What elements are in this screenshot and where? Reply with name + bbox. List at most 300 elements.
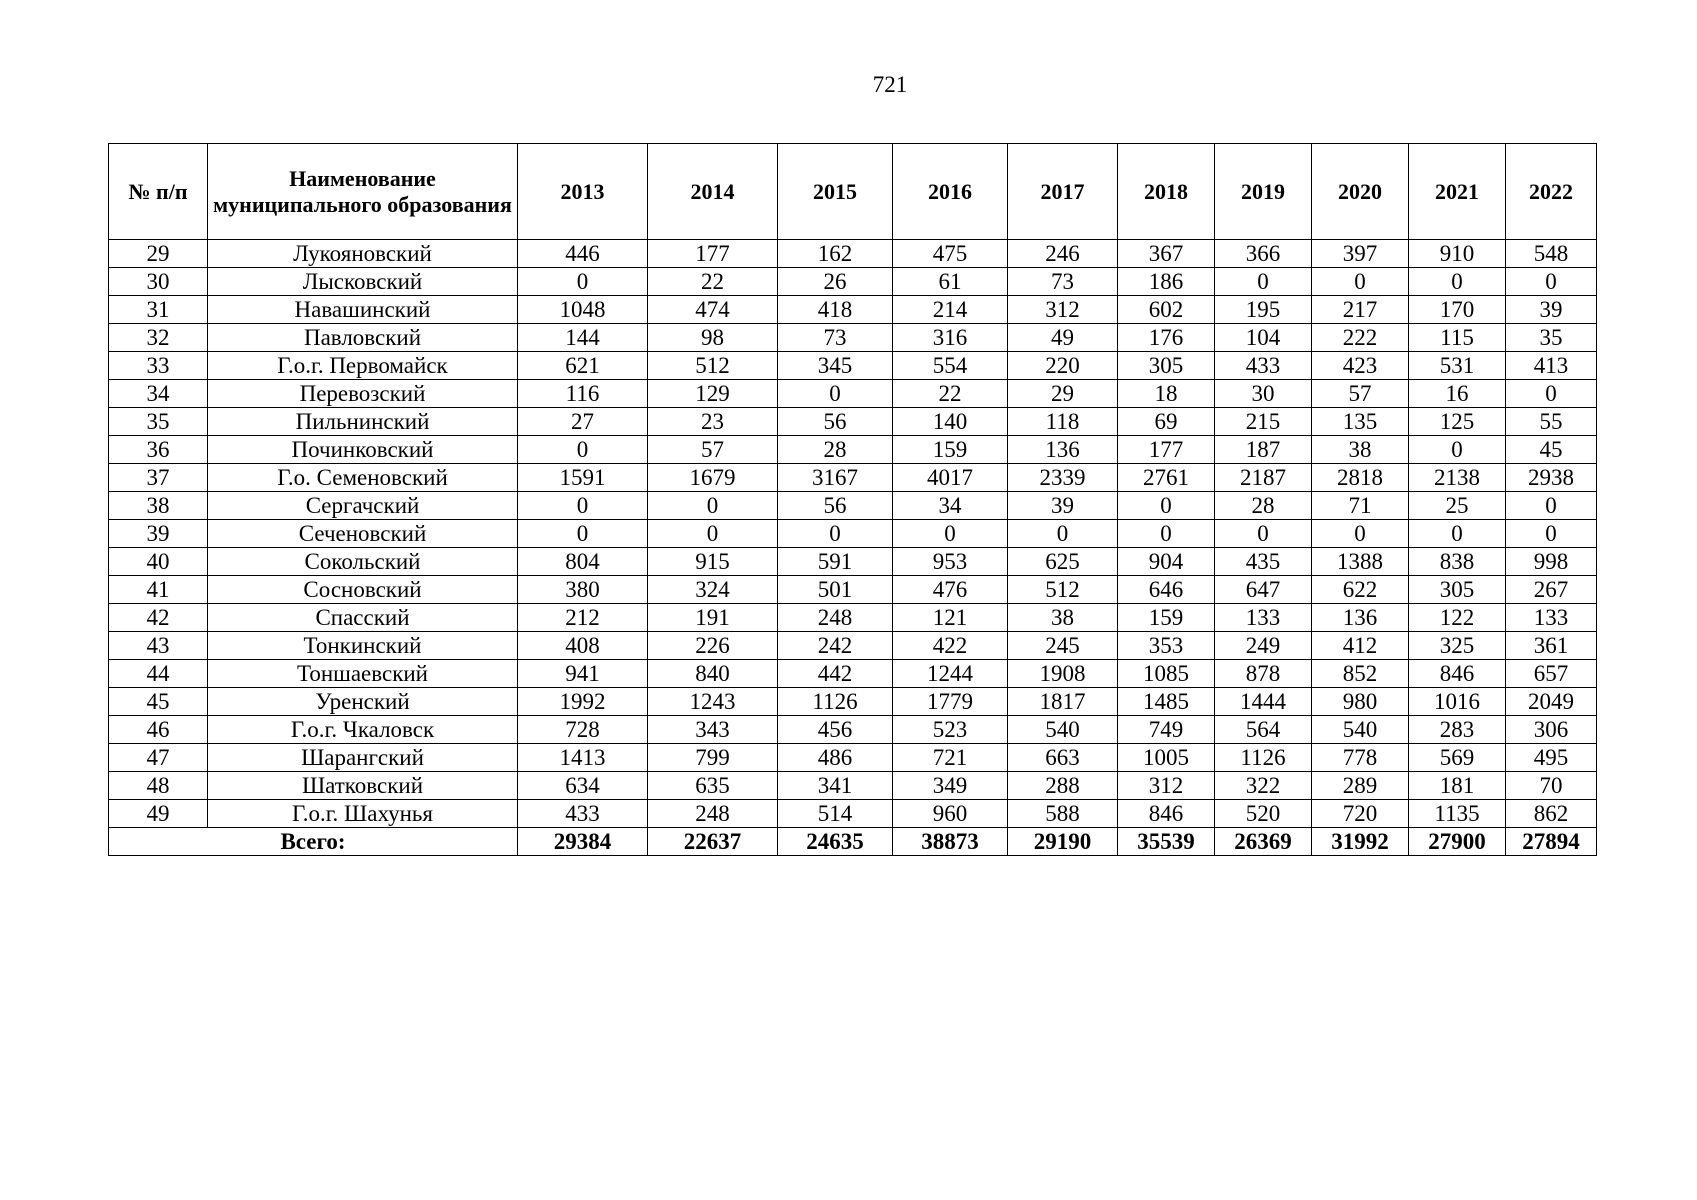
value-cell: 1817 [1008, 688, 1118, 716]
row-number: 34 [109, 380, 208, 408]
value-cell: 1126 [1215, 744, 1312, 772]
value-cell: 71 [1312, 492, 1409, 520]
value-cell: 476 [893, 576, 1008, 604]
value-cell: 283 [1409, 716, 1506, 744]
value-cell: 267 [1506, 576, 1597, 604]
value-cell: 435 [1215, 548, 1312, 576]
value-cell: 242 [778, 632, 893, 660]
municipality-name: Шатковский [208, 772, 518, 800]
value-cell: 423 [1312, 352, 1409, 380]
table-row [109, 660, 1597, 688]
table-row [109, 268, 1597, 296]
municipality-name: Г.о. Семеновский [208, 464, 518, 492]
value-cell: 1243 [648, 688, 778, 716]
value-cell: 16 [1409, 380, 1506, 408]
value-cell: 312 [1118, 772, 1215, 800]
value-cell: 540 [1008, 716, 1118, 744]
value-cell: 0 [1008, 520, 1118, 548]
row-number: 38 [109, 492, 208, 520]
value-cell: 512 [1008, 576, 1118, 604]
column-header-year: 2021 [1409, 144, 1506, 240]
value-cell: 306 [1506, 716, 1597, 744]
value-cell: 625 [1008, 548, 1118, 576]
total-cell: 29190 [1008, 828, 1118, 856]
value-cell: 195 [1215, 296, 1312, 324]
column-header-name: Наименование муниципального образования [208, 144, 518, 240]
total-row [109, 828, 1597, 856]
value-cell: 159 [893, 436, 1008, 464]
value-cell: 170 [1409, 296, 1506, 324]
data-table [108, 143, 1597, 856]
table-footer [109, 828, 1597, 856]
value-cell: 136 [1312, 604, 1409, 632]
row-number: 36 [109, 436, 208, 464]
municipality-name: Сосновский [208, 576, 518, 604]
value-cell: 361 [1506, 632, 1597, 660]
value-cell: 0 [1215, 520, 1312, 548]
value-cell: 1244 [893, 660, 1008, 688]
municipality-name: Спасский [208, 604, 518, 632]
value-cell: 177 [1118, 436, 1215, 464]
total-cell: 35539 [1118, 828, 1215, 856]
value-cell: 73 [778, 324, 893, 352]
value-cell: 846 [1118, 800, 1215, 828]
value-cell: 1048 [518, 296, 648, 324]
value-cell: 2049 [1506, 688, 1597, 716]
value-cell: 35 [1506, 324, 1597, 352]
value-cell: 413 [1506, 352, 1597, 380]
municipality-name: Тоншаевский [208, 660, 518, 688]
value-cell: 116 [518, 380, 648, 408]
table-row [109, 576, 1597, 604]
value-cell: 840 [648, 660, 778, 688]
value-cell: 0 [1409, 436, 1506, 464]
table-header [109, 144, 1597, 240]
table-row [109, 324, 1597, 352]
column-header-num: № п/п [109, 144, 208, 240]
value-cell: 0 [648, 492, 778, 520]
value-cell: 1135 [1409, 800, 1506, 828]
value-cell: 474 [648, 296, 778, 324]
value-cell: 657 [1506, 660, 1597, 688]
value-cell: 57 [648, 436, 778, 464]
value-cell: 1016 [1409, 688, 1506, 716]
value-cell: 433 [1215, 352, 1312, 380]
value-cell: 140 [893, 408, 1008, 436]
value-cell: 564 [1215, 716, 1312, 744]
row-number: 46 [109, 716, 208, 744]
table-row [109, 800, 1597, 828]
value-cell: 69 [1118, 408, 1215, 436]
total-cell: 22637 [648, 828, 778, 856]
value-cell: 621 [518, 352, 648, 380]
value-cell: 212 [518, 604, 648, 632]
value-cell: 312 [1008, 296, 1118, 324]
value-cell: 0 [518, 436, 648, 464]
value-cell: 3167 [778, 464, 893, 492]
table-row [109, 380, 1597, 408]
value-cell: 133 [1215, 604, 1312, 632]
table-row [109, 464, 1597, 492]
value-cell: 214 [893, 296, 1008, 324]
value-cell: 23 [648, 408, 778, 436]
value-cell: 121 [893, 604, 1008, 632]
value-cell: 728 [518, 716, 648, 744]
value-cell: 486 [778, 744, 893, 772]
table-body [109, 240, 1597, 828]
municipality-name: Навашинский [208, 296, 518, 324]
value-cell: 0 [1312, 520, 1409, 548]
value-cell: 4017 [893, 464, 1008, 492]
value-cell: 1126 [778, 688, 893, 716]
table-row [109, 604, 1597, 632]
value-cell: 540 [1312, 716, 1409, 744]
value-cell: 878 [1215, 660, 1312, 688]
value-cell: 2339 [1008, 464, 1118, 492]
municipality-name: Тонкинский [208, 632, 518, 660]
column-header-year: 2015 [778, 144, 893, 240]
value-cell: 246 [1008, 240, 1118, 268]
total-cell: 31992 [1312, 828, 1409, 856]
value-cell: 0 [1118, 520, 1215, 548]
value-cell: 523 [893, 716, 1008, 744]
value-cell: 38 [1008, 604, 1118, 632]
value-cell: 159 [1118, 604, 1215, 632]
column-header-year: 2013 [518, 144, 648, 240]
value-cell: 0 [778, 520, 893, 548]
value-cell: 353 [1118, 632, 1215, 660]
value-cell: 910 [1409, 240, 1506, 268]
value-cell: 799 [648, 744, 778, 772]
table-row [109, 744, 1597, 772]
row-number: 44 [109, 660, 208, 688]
value-cell: 602 [1118, 296, 1215, 324]
value-cell: 852 [1312, 660, 1409, 688]
table-row [109, 296, 1597, 324]
column-header-year: 2019 [1215, 144, 1312, 240]
value-cell: 0 [1409, 520, 1506, 548]
value-cell: 960 [893, 800, 1008, 828]
value-cell: 646 [1118, 576, 1215, 604]
value-cell: 56 [778, 408, 893, 436]
row-number: 30 [109, 268, 208, 296]
total-cell: 29384 [518, 828, 648, 856]
value-cell: 1485 [1118, 688, 1215, 716]
value-cell: 749 [1118, 716, 1215, 744]
value-cell: 45 [1506, 436, 1597, 464]
page-number: 721 [872, 72, 908, 97]
value-cell: 634 [518, 772, 648, 800]
value-cell: 0 [648, 520, 778, 548]
value-cell: 501 [778, 576, 893, 604]
table-row [109, 520, 1597, 548]
value-cell: 186 [1118, 268, 1215, 296]
value-cell: 953 [893, 548, 1008, 576]
table-row [109, 632, 1597, 660]
value-cell: 475 [893, 240, 1008, 268]
municipality-name: Павловский [208, 324, 518, 352]
value-cell: 324 [648, 576, 778, 604]
table-row [109, 688, 1597, 716]
column-header-year: 2022 [1506, 144, 1597, 240]
header-row [109, 144, 1597, 240]
total-cell: 27900 [1409, 828, 1506, 856]
value-cell: 0 [518, 268, 648, 296]
table-row [109, 408, 1597, 436]
table-row [109, 352, 1597, 380]
value-cell: 1679 [648, 464, 778, 492]
value-cell: 588 [1008, 800, 1118, 828]
value-cell: 548 [1506, 240, 1597, 268]
value-cell: 181 [1409, 772, 1506, 800]
value-cell: 1779 [893, 688, 1008, 716]
total-cell: 38873 [893, 828, 1008, 856]
value-cell: 177 [648, 240, 778, 268]
value-cell: 0 [1506, 520, 1597, 548]
value-cell: 0 [1409, 268, 1506, 296]
value-cell: 245 [1008, 632, 1118, 660]
value-cell: 998 [1506, 548, 1597, 576]
value-cell: 846 [1409, 660, 1506, 688]
value-cell: 22 [893, 380, 1008, 408]
value-cell: 514 [778, 800, 893, 828]
value-cell: 520 [1215, 800, 1312, 828]
value-cell: 0 [518, 520, 648, 548]
value-cell: 343 [648, 716, 778, 744]
value-cell: 380 [518, 576, 648, 604]
column-header-year: 2020 [1312, 144, 1409, 240]
value-cell: 29 [1008, 380, 1118, 408]
value-cell: 495 [1506, 744, 1597, 772]
value-cell: 862 [1506, 800, 1597, 828]
value-cell: 0 [778, 380, 893, 408]
row-number: 47 [109, 744, 208, 772]
value-cell: 49 [1008, 324, 1118, 352]
row-number: 40 [109, 548, 208, 576]
value-cell: 1444 [1215, 688, 1312, 716]
value-cell: 2818 [1312, 464, 1409, 492]
column-header-year: 2018 [1118, 144, 1215, 240]
row-number: 37 [109, 464, 208, 492]
row-number: 45 [109, 688, 208, 716]
table-row [109, 436, 1597, 464]
row-number: 49 [109, 800, 208, 828]
value-cell: 721 [893, 744, 1008, 772]
value-cell: 1992 [518, 688, 648, 716]
value-cell: 408 [518, 632, 648, 660]
value-cell: 0 [1215, 268, 1312, 296]
value-cell: 34 [893, 492, 1008, 520]
column-header-year: 2014 [648, 144, 778, 240]
value-cell: 941 [518, 660, 648, 688]
value-cell: 569 [1409, 744, 1506, 772]
value-cell: 61 [893, 268, 1008, 296]
municipality-name: Шарангский [208, 744, 518, 772]
municipality-name: Лысковский [208, 268, 518, 296]
value-cell: 980 [1312, 688, 1409, 716]
municipality-name: Сокольский [208, 548, 518, 576]
value-cell: 1388 [1312, 548, 1409, 576]
value-cell: 98 [648, 324, 778, 352]
value-cell: 778 [1312, 744, 1409, 772]
value-cell: 345 [778, 352, 893, 380]
value-cell: 136 [1008, 436, 1118, 464]
value-cell: 144 [518, 324, 648, 352]
value-cell: 442 [778, 660, 893, 688]
value-cell: 57 [1312, 380, 1409, 408]
value-cell: 1085 [1118, 660, 1215, 688]
value-cell: 220 [1008, 352, 1118, 380]
value-cell: 663 [1008, 744, 1118, 772]
value-cell: 0 [1506, 268, 1597, 296]
municipality-name: Пильнинский [208, 408, 518, 436]
value-cell: 0 [1118, 492, 1215, 520]
table-row [109, 716, 1597, 744]
municipality-name: Г.о.г. Первомайск [208, 352, 518, 380]
value-cell: 129 [648, 380, 778, 408]
value-cell: 647 [1215, 576, 1312, 604]
value-cell: 341 [778, 772, 893, 800]
value-cell: 305 [1118, 352, 1215, 380]
value-cell: 554 [893, 352, 1008, 380]
value-cell: 115 [1409, 324, 1506, 352]
value-cell: 38 [1312, 436, 1409, 464]
table-row [109, 548, 1597, 576]
value-cell: 838 [1409, 548, 1506, 576]
value-cell: 187 [1215, 436, 1312, 464]
total-cell: 27894 [1506, 828, 1597, 856]
value-cell: 28 [1215, 492, 1312, 520]
value-cell: 104 [1215, 324, 1312, 352]
value-cell: 222 [1312, 324, 1409, 352]
value-cell: 122 [1409, 604, 1506, 632]
table-row [109, 240, 1597, 268]
value-cell: 325 [1409, 632, 1506, 660]
value-cell: 248 [648, 800, 778, 828]
row-number: 43 [109, 632, 208, 660]
value-cell: 412 [1312, 632, 1409, 660]
value-cell: 39 [1506, 296, 1597, 324]
value-cell: 248 [778, 604, 893, 632]
table-row [109, 772, 1597, 800]
value-cell: 55 [1506, 408, 1597, 436]
value-cell: 125 [1409, 408, 1506, 436]
value-cell: 39 [1008, 492, 1118, 520]
value-cell: 191 [648, 604, 778, 632]
row-number: 42 [109, 604, 208, 632]
municipality-name: Починковский [208, 436, 518, 464]
value-cell: 2761 [1118, 464, 1215, 492]
value-cell: 30 [1215, 380, 1312, 408]
value-cell: 367 [1118, 240, 1215, 268]
value-cell: 1908 [1008, 660, 1118, 688]
value-cell: 904 [1118, 548, 1215, 576]
value-cell: 22 [648, 268, 778, 296]
value-cell: 422 [893, 632, 1008, 660]
value-cell: 2187 [1215, 464, 1312, 492]
row-number: 29 [109, 240, 208, 268]
value-cell: 635 [648, 772, 778, 800]
value-cell: 316 [893, 324, 1008, 352]
value-cell: 915 [648, 548, 778, 576]
value-cell: 397 [1312, 240, 1409, 268]
value-cell: 25 [1409, 492, 1506, 520]
value-cell: 249 [1215, 632, 1312, 660]
column-header-year: 2017 [1008, 144, 1118, 240]
row-number: 33 [109, 352, 208, 380]
value-cell: 26 [778, 268, 893, 296]
value-cell: 289 [1312, 772, 1409, 800]
value-cell: 804 [518, 548, 648, 576]
value-cell: 0 [893, 520, 1008, 548]
row-number: 31 [109, 296, 208, 324]
value-cell: 133 [1506, 604, 1597, 632]
value-cell: 135 [1312, 408, 1409, 436]
row-number: 35 [109, 408, 208, 436]
value-cell: 176 [1118, 324, 1215, 352]
municipality-name: Уренский [208, 688, 518, 716]
value-cell: 217 [1312, 296, 1409, 324]
value-cell: 366 [1215, 240, 1312, 268]
row-number: 41 [109, 576, 208, 604]
total-cell: 26369 [1215, 828, 1312, 856]
value-cell: 2138 [1409, 464, 1506, 492]
value-cell: 591 [778, 548, 893, 576]
value-cell: 418 [778, 296, 893, 324]
municipality-name: Г.о.г. Шахунья [208, 800, 518, 828]
row-number: 39 [109, 520, 208, 548]
column-header-year: 2016 [893, 144, 1008, 240]
value-cell: 2938 [1506, 464, 1597, 492]
value-cell: 1591 [518, 464, 648, 492]
value-cell: 70 [1506, 772, 1597, 800]
total-label: Всего: [109, 828, 518, 856]
municipality-name: Сергачский [208, 492, 518, 520]
value-cell: 305 [1409, 576, 1506, 604]
municipality-name: Перевозский [208, 380, 518, 408]
value-cell: 622 [1312, 576, 1409, 604]
value-cell: 56 [778, 492, 893, 520]
value-cell: 0 [1506, 492, 1597, 520]
value-cell: 433 [518, 800, 648, 828]
value-cell: 0 [1312, 268, 1409, 296]
value-cell: 720 [1312, 800, 1409, 828]
municipality-name: Сеченовский [208, 520, 518, 548]
value-cell: 73 [1008, 268, 1118, 296]
row-number: 32 [109, 324, 208, 352]
value-cell: 446 [518, 240, 648, 268]
value-cell: 0 [518, 492, 648, 520]
value-cell: 18 [1118, 380, 1215, 408]
value-cell: 322 [1215, 772, 1312, 800]
row-number: 48 [109, 772, 208, 800]
value-cell: 226 [648, 632, 778, 660]
value-cell: 288 [1008, 772, 1118, 800]
value-cell: 162 [778, 240, 893, 268]
table-row [109, 492, 1597, 520]
municipality-name: Лукояновский [208, 240, 518, 268]
value-cell: 0 [1506, 380, 1597, 408]
municipality-name: Г.о.г. Чкаловск [208, 716, 518, 744]
value-cell: 456 [778, 716, 893, 744]
total-cell: 24635 [778, 828, 893, 856]
value-cell: 215 [1215, 408, 1312, 436]
value-cell: 1413 [518, 744, 648, 772]
value-cell: 28 [778, 436, 893, 464]
value-cell: 512 [648, 352, 778, 380]
value-cell: 349 [893, 772, 1008, 800]
value-cell: 1005 [1118, 744, 1215, 772]
